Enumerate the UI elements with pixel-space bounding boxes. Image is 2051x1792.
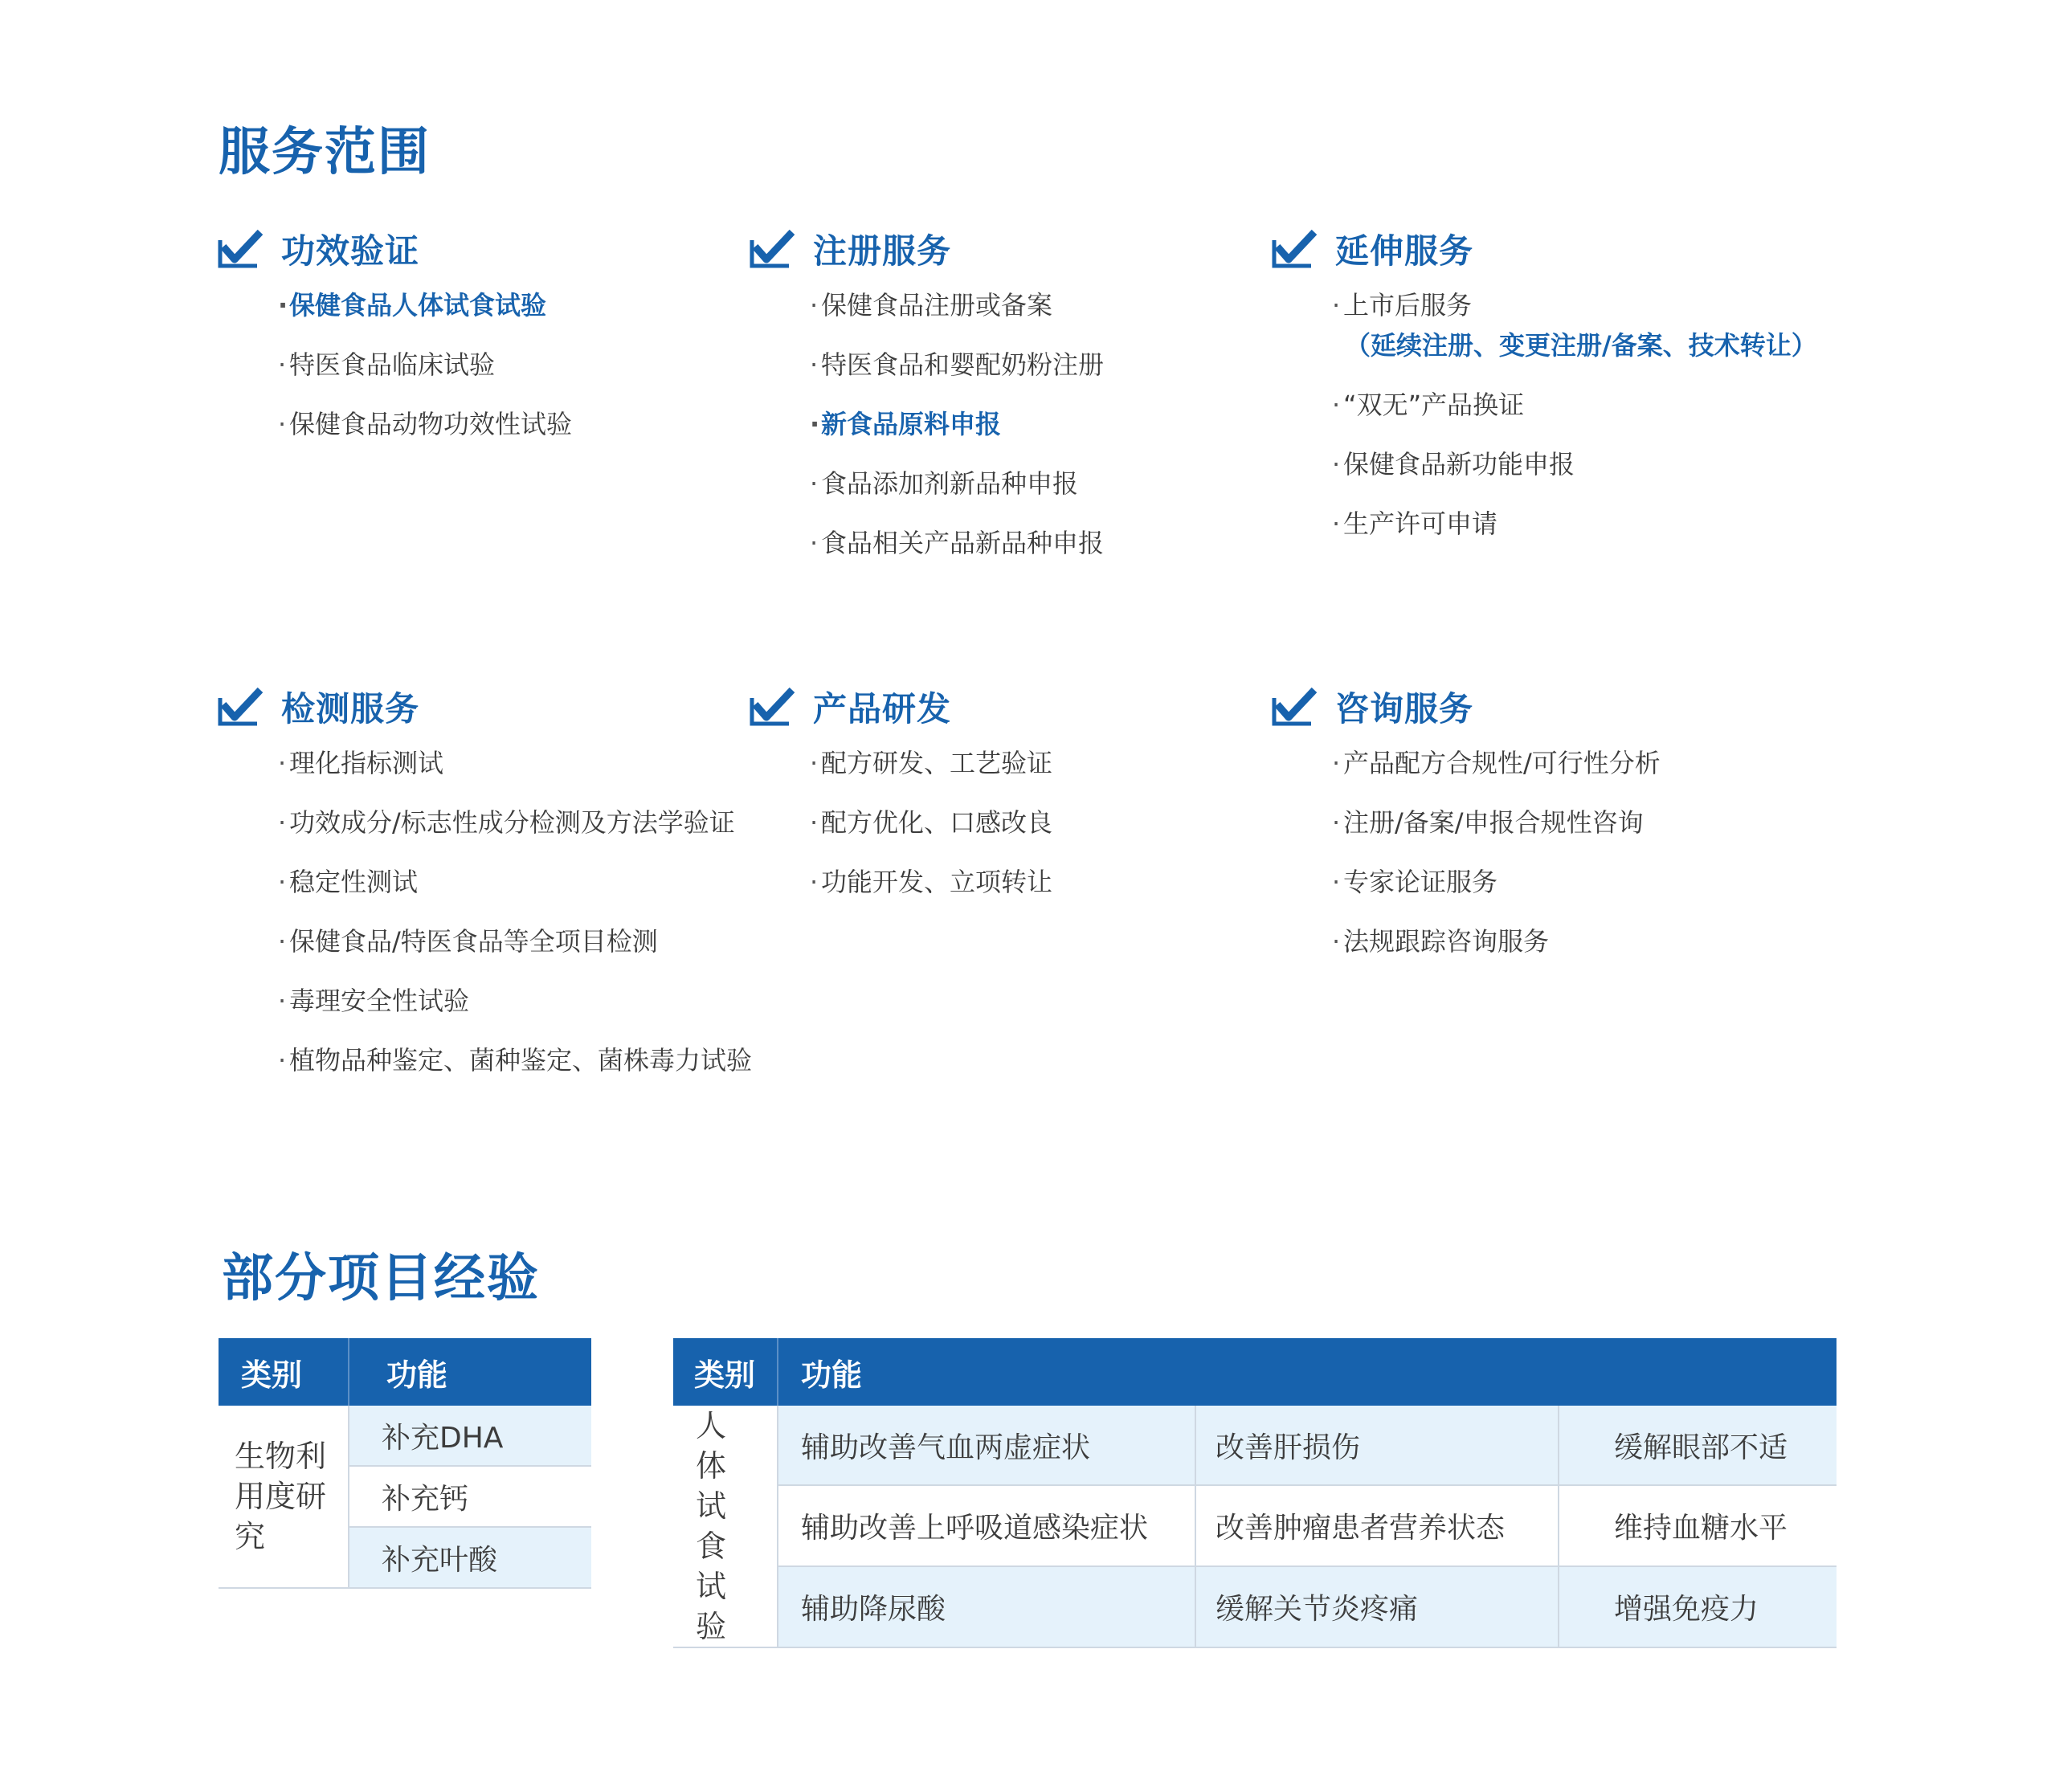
service-block-registration [749, 225, 1271, 586]
list-item: · 理化指标测试 [217, 747, 739, 779]
list-item: · 配方研发、工艺验证 [749, 747, 1271, 779]
list-item: · 食品相关产品新品种申报 [749, 527, 1271, 559]
table-cell: 补充钙 [349, 1466, 591, 1527]
table-cell: 辅助降尿酸 [778, 1566, 1195, 1647]
list-item: · 配方优化、口感改良 [749, 806, 1271, 839]
block-title: 延伸服务 [1335, 231, 1474, 271]
check-icon [749, 687, 795, 727]
list-item: · 毒理安全性试验 [217, 985, 739, 1017]
table-cell: 改善肝损伤 [1195, 1406, 1559, 1485]
block-title: 检测服务 [281, 689, 420, 729]
block-title: 注册服务 [813, 231, 952, 271]
service-scope-title: 服务范围 [219, 123, 431, 182]
table-cell: 缓解眼部不适 [1559, 1406, 1837, 1485]
experience-title: 部分项目经验 [222, 1249, 540, 1308]
block-title: 功效验证 [281, 231, 420, 271]
table-row [673, 1406, 1837, 1485]
check-icon [217, 229, 264, 269]
list-item: · 保健食品人体试食试验 [217, 289, 739, 321]
table-cell: 补充叶酸 [349, 1527, 591, 1588]
table-cell: 维持血糖水平 [1559, 1485, 1837, 1566]
experience-table-bioavailability [219, 1338, 591, 1589]
list-item: · 生产许可申请 [1271, 508, 1793, 540]
block-title: 咨询服务 [1335, 689, 1474, 729]
check-icon [749, 229, 795, 269]
table-header: 功能 [349, 1338, 591, 1406]
list-item: · 特医食品临床试验 [217, 349, 739, 381]
list-item [1271, 289, 1817, 361]
table-header: 类别 [673, 1338, 778, 1406]
experience-table-human-trial [673, 1338, 1837, 1648]
check-icon [1271, 687, 1318, 727]
table-header: 功能 [778, 1338, 1837, 1406]
list-item: · 保健食品动物功效性试验 [217, 408, 739, 440]
service-block-efficacy [217, 225, 739, 467]
table-cell: 补充DHA [349, 1406, 591, 1466]
list-item: · 稳定性测试 [217, 866, 739, 898]
service-block-testing [217, 683, 753, 1104]
table-cell: 改善肿瘤患者营养状态 [1195, 1485, 1559, 1566]
service-block-rnd [749, 683, 1271, 925]
block-title: 产品研发 [813, 689, 952, 729]
list-item: · 新食品原料申报 [749, 408, 1271, 440]
table-row [673, 1566, 1837, 1647]
service-block-extension [1271, 225, 1817, 567]
table-cell: 增强免疫力 [1559, 1566, 1837, 1647]
list-item-text: 上市后服务 [1343, 290, 1473, 320]
list-item: · 保健食品注册或备案 [749, 289, 1271, 321]
table-cell: 缓解关节炎疼痛 [1195, 1566, 1559, 1647]
table-category-cell: 人体试食试验 [673, 1406, 778, 1647]
table-category-cell: 生物利用度研究 [219, 1406, 349, 1588]
list-item: · 植物品种鉴定、菌种鉴定、菌株毒力试验 [217, 1044, 739, 1076]
list-item: · 特医食品和婴配奶粉注册 [749, 349, 1271, 381]
service-block-consulting [1271, 683, 1793, 985]
list-item: · 功效成分/标志性成分检测及方法学验证 [217, 806, 739, 839]
table-row [673, 1485, 1837, 1566]
list-item: · 专家论证服务 [1271, 866, 1793, 898]
list-item-subtext: （延续注册、变更注册/备案、技术转让） [1345, 330, 1817, 361]
check-icon [1271, 229, 1318, 269]
list-item: · 功能开发、立项转让 [749, 866, 1271, 898]
list-item: · 保健食品/特医食品等全项目检测 [217, 925, 739, 957]
list-item: · “双无”产品换证 [1271, 389, 1793, 421]
table-cell: 辅助改善气血两虚症状 [778, 1406, 1195, 1485]
list-item: · 注册/备案/申报合规性咨询 [1271, 806, 1793, 839]
check-icon [217, 687, 264, 727]
table-header: 类别 [219, 1338, 349, 1406]
list-item: · 产品配方合规性/可行性分析 [1271, 747, 1793, 779]
list-item: · 保健食品新功能申报 [1271, 448, 1793, 480]
table-cell: 辅助改善上呼吸道感染症状 [778, 1485, 1195, 1566]
table-row [219, 1406, 591, 1466]
list-item: · 法规跟踪咨询服务 [1271, 925, 1793, 957]
list-item: · 食品添加剂新品种申报 [749, 467, 1271, 500]
